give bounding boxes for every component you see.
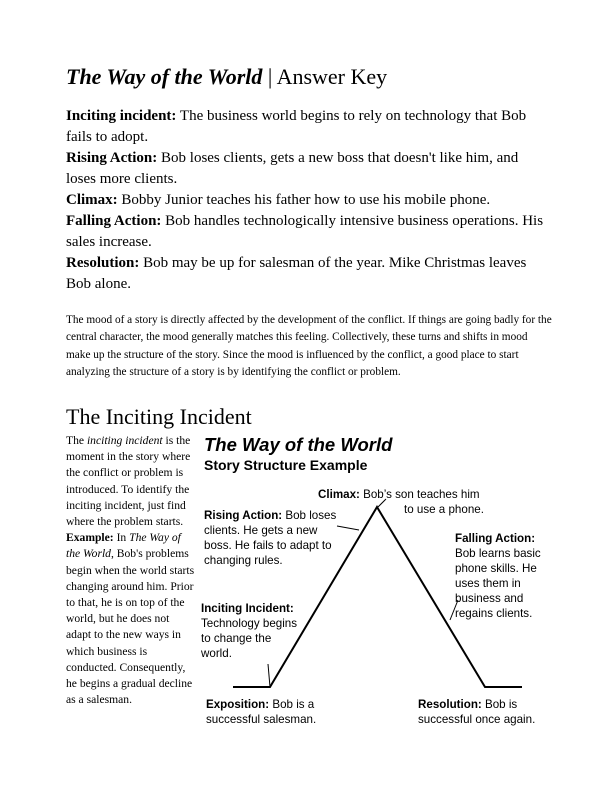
title-italic: The Way of the World bbox=[66, 64, 263, 89]
falling-action-label: Falling Action: Bob learns basic phone skills. He uses them in business and regains clients. bbox=[455, 532, 541, 620]
mood-paragraph: The mood of a story is directly affected by the development of the conflict. If things are going badly for the central character, the mood generally matches this feeling. Collectively, these turns and shifts in mood make up the structure of the story. Since the mood is influenced by the conflict, a good place to start analyzing the structure of a story is by identifying the conflict or problem. bbox=[66, 314, 552, 379]
pointer-inciting bbox=[268, 664, 270, 687]
answer-falling: Falling Action: Bob handles technologically intensive business operations. His sales increase. bbox=[66, 213, 544, 250]
answer-inciting: Inciting incident: The business world begins to rely on technology that Bob fails to adopt. bbox=[66, 108, 527, 145]
answer-climax: Climax: Bobby Junior teaches his father how to use his mobile phone. bbox=[66, 192, 491, 208]
inciting-explanation: The inciting incident is the moment in the story where the conflict or problem is introduced. To identify the inciting incident, just find where the problem starts. Example: In The Way of the World, Bob's problems begin when the world starts changing around him. Prior to that, he is on top of the world, but he does not adapt to the new ways in which business is conducted. Consequently, he begins a gradual decline as a salesman. bbox=[66, 434, 195, 707]
answer-list bbox=[66, 106, 546, 295]
diagram-title: The Way of the World bbox=[204, 434, 393, 455]
page-title bbox=[66, 64, 387, 90]
exposition-label: Exposition: Bob is a successful salesman. bbox=[206, 698, 317, 726]
diagram-subtitle: Story Structure Example bbox=[204, 457, 368, 473]
pointer-rising bbox=[337, 526, 359, 530]
answer-rising: Rising Action: Bob loses clients, gets a new boss that doesn't like him, and loses more clients. bbox=[66, 150, 519, 187]
rising-action-label: Rising Action: Bob loses clients. He gets a new boss. He fails to adapt to changing rules. bbox=[204, 509, 337, 567]
section-heading: The Inciting Incident bbox=[66, 404, 252, 429]
resolution-label: Resolution: Bob is successful once again. bbox=[418, 698, 536, 726]
answer-resolution: Resolution: Bob may be up for salesman of the year. Mike Christmas leaves Bob alone. bbox=[66, 255, 527, 292]
climax-label: Climax: Bob’s son teaches him to use a phone. bbox=[318, 488, 484, 516]
inciting-incident-label: Inciting Incident: Technology begins to change the world. bbox=[201, 602, 298, 660]
story-structure-diagram bbox=[200, 432, 560, 732]
title-rest: | Answer Key bbox=[262, 64, 388, 89]
